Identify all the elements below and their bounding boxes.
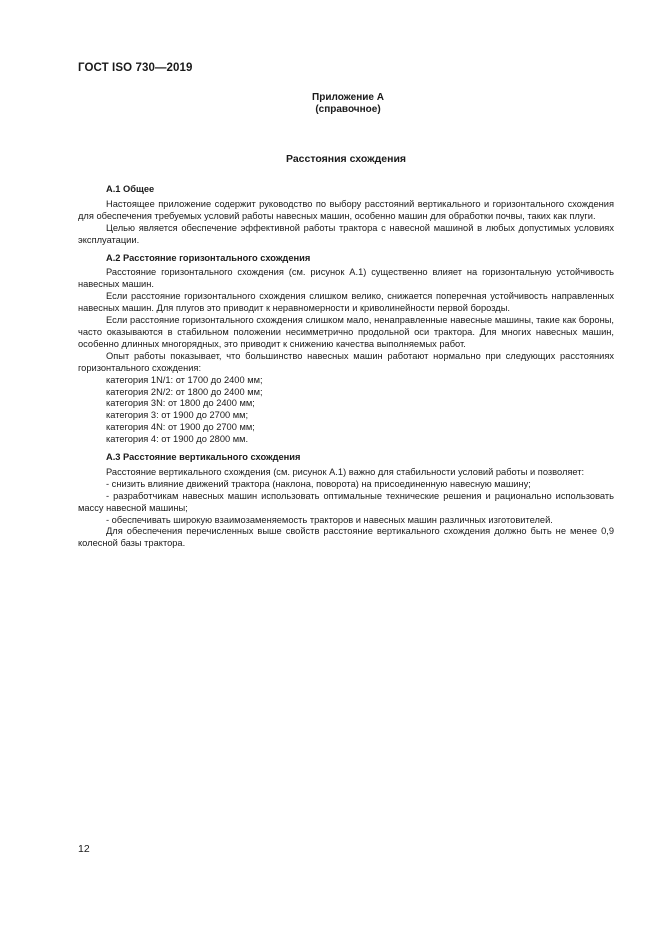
section-a3-heading: А.3 Расстояние вертикального схождения <box>106 452 301 463</box>
document-body <box>78 184 614 550</box>
paragraph: Опыт работы показывает, что большинство навесных машин работают нормально при следующих расстояниях горизонтального схождения: <box>78 350 614 373</box>
list-item: категория 1N/1: от 1700 до 2400 мм; <box>106 374 263 385</box>
list-item: категория 3: от 1900 до 2700 мм; <box>106 410 249 421</box>
page-number: 12 <box>78 843 90 855</box>
paragraph: Расстояние вертикального схождения (см. рисунок А.1) важно для стабильности условий работы и позволяет: <box>106 466 585 477</box>
standard-code: ГОСТ ISO 730—2019 <box>78 62 193 74</box>
paragraph: Если расстояние горизонтального схождения слишком мало, ненаправленные навесные машины, такие как бороны, часто оказываются в стабильном положении несимметрично продольной оси трактора. Для многих навесных машин, особенно длинных многорядных, это приводит к снижению качества выполняемых работ. <box>78 315 614 349</box>
bullet-item: - обеспечивать широкую взаимозаменяемость тракторов и навесных машин различных изготовителей. <box>106 514 553 525</box>
section-a2-heading: А.2 Расстояние горизонтального схождения <box>106 252 311 263</box>
list-item: категория 2N/2: от 1800 до 2400 мм; <box>106 386 263 397</box>
list-item: категория 4: от 1900 до 2800 мм. <box>106 434 249 445</box>
paragraph: Целью является обеспечение эффективной работы трактора с навесной машиной в любых допустимых условиях эксплуатации. <box>78 222 614 245</box>
paragraph: Если расстояние горизонтального схождения слишком велико, снижается поперечная устойчивость направленных навесных машин. Для плугов это приводит к неравномерности и криволинейности первой борозды. <box>78 291 614 314</box>
document-title: Расстояния схождения <box>285 153 407 165</box>
paragraph: Расстояние горизонтального схождения (см. рисунок А.1) существенно влияет на горизонтальную устойчивость навесных машин. <box>78 267 614 290</box>
bullet-item: - снизить влияние движений трактора (наклона, поворота) на присоединенную навесную машину; <box>106 478 531 489</box>
section-a1-heading: А.1 Общее <box>106 184 155 194</box>
list-item: категория 3N: от 1800 до 2400 мм; <box>106 398 255 409</box>
paragraph: Настоящее приложение содержит руководство по выбору расстояний вертикального и горизонтального схождения для обеспечения требуемых условий работы навесных машин, особенно машин для обработки почвы, таких как плуги. <box>78 198 614 221</box>
annex-subtitle: (справочное) <box>315 104 381 115</box>
paragraph: Для обеспечения перечисленных выше свойств расстояние вертикального схождения должно быть не менее 0,9 колесной базы трактора. <box>78 526 614 549</box>
bullet-item: - разработчикам навесных машин использовать оптимальные технические решения и рационально использовать массу навесной машины; <box>78 490 614 513</box>
list-item: категория 4N: от 1900 до 2700 мм; <box>106 422 255 433</box>
annex-title: Приложение А <box>312 92 384 103</box>
